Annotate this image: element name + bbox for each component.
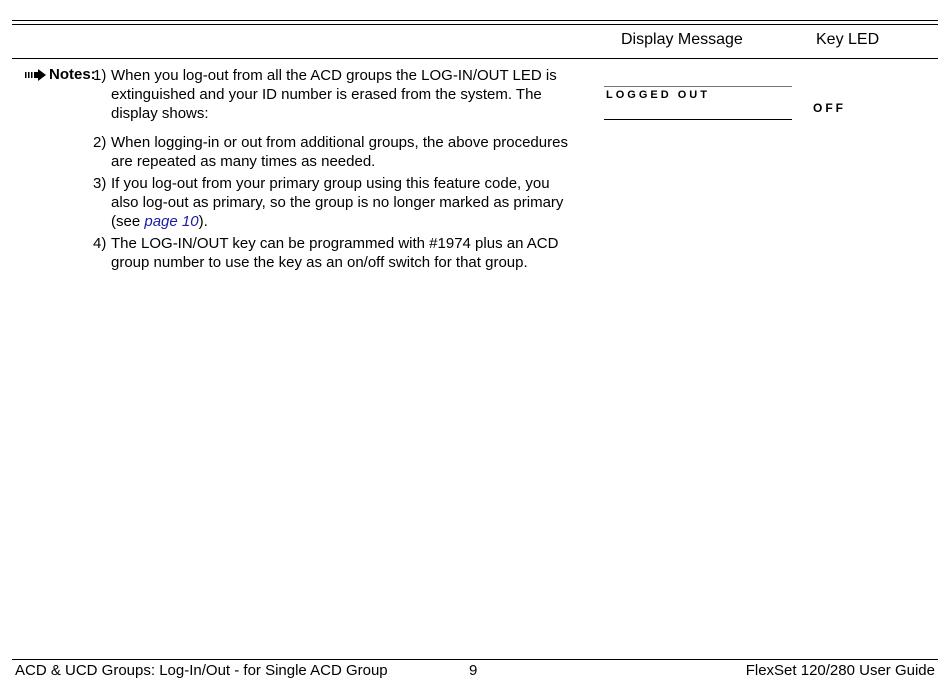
footer-rule xyxy=(12,659,938,660)
footer-guide-title: FlexSet 120/280 User Guide xyxy=(745,662,935,679)
column-header-display-message: Display Message xyxy=(621,31,743,48)
note-number: 3) xyxy=(93,175,107,192)
note-number: 2) xyxy=(93,134,107,151)
note-item xyxy=(93,133,573,171)
arrow-right-icon xyxy=(25,69,47,81)
notes-label: Notes: xyxy=(49,66,96,83)
key-led-state: OFF xyxy=(813,101,846,115)
top-rule-secondary xyxy=(12,24,938,25)
note-item xyxy=(93,234,573,272)
display-message-box xyxy=(604,86,792,120)
display-message-text: LOGGED OUT xyxy=(606,89,710,101)
top-rule xyxy=(12,20,938,21)
note-number: 1) xyxy=(93,67,107,84)
note-text-after: ). xyxy=(198,213,208,230)
header-divider xyxy=(12,58,938,59)
note-text: When you log-out from all the ACD groups the LOG-IN/OUT LED is extinguished and your ID number is erased from the system. The display shows: xyxy=(111,67,557,122)
note-number: 4) xyxy=(93,235,107,252)
note-text-container xyxy=(111,174,573,231)
note-text: The LOG-IN/OUT key can be programmed with #1974 plus an ACD group number to use the key as an on/off switch for that group. xyxy=(111,235,559,271)
footer-section-title: ACD & UCD Groups: Log-In/Out - for Single ACD Group xyxy=(15,662,388,679)
note-item xyxy=(93,174,573,231)
note-item xyxy=(93,66,573,123)
column-header-key-led: Key LED xyxy=(816,31,880,48)
page-link[interactable]: page 10 xyxy=(144,213,199,230)
note-text: If you log-out from your primary group using this feature code, you also log-out as primary, so the group is no longer marked as primary (see xyxy=(111,175,564,230)
note-text: When logging-in or out from additional groups, the above procedures are repeated as many times as needed. xyxy=(111,134,568,170)
notes-marker xyxy=(25,66,96,84)
footer-page-number: 9 xyxy=(469,662,478,679)
